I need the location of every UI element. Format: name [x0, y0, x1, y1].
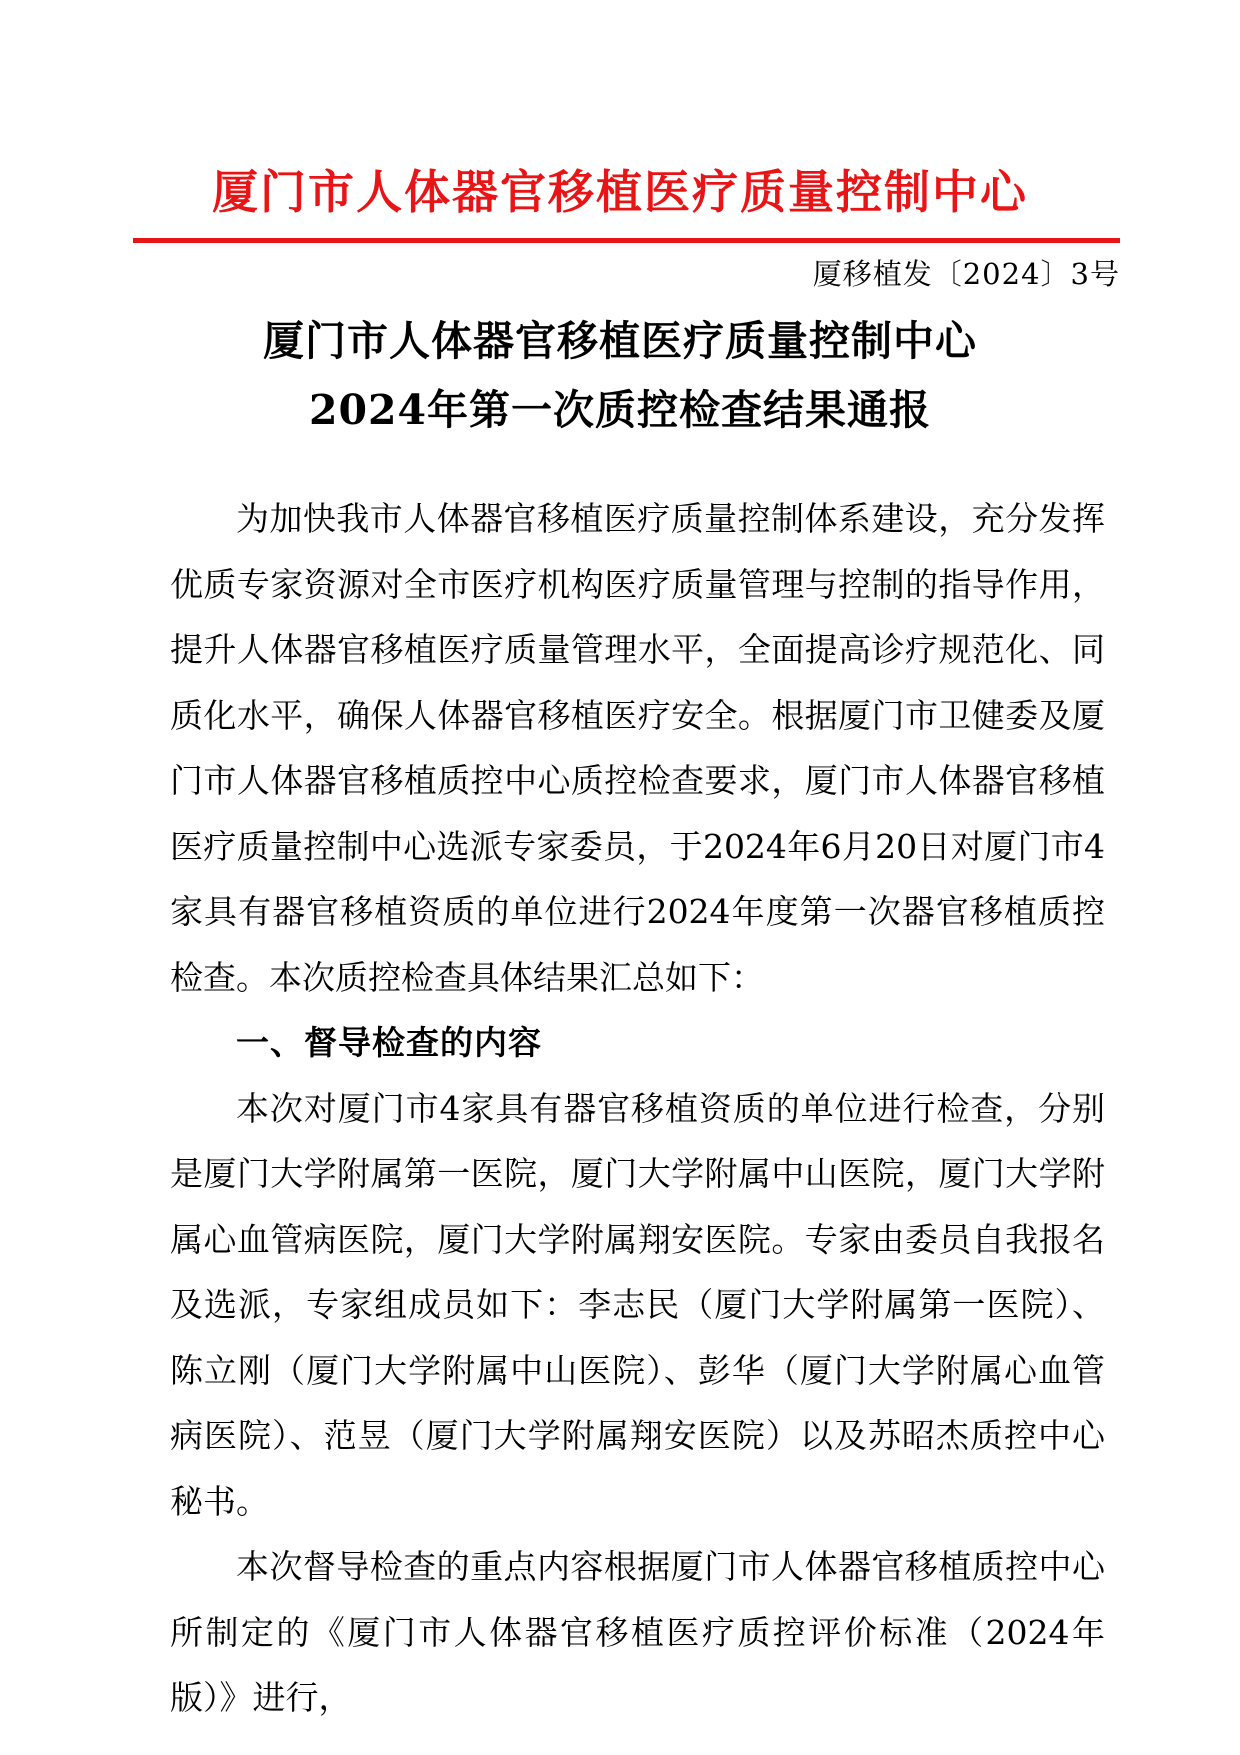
letterhead-title: 厦门市人体器官移植医疗质量控制中心	[212, 165, 1028, 219]
letterhead-divider	[133, 238, 1120, 243]
document-title-line1: 厦门市人体器官移植医疗质量控制中心	[263, 317, 977, 365]
body-paragraph-1: 为加快我市人体器官移植医疗质量控制体系建设，充分发挥优质专家资源对全市医疗机构医疗质量管理与控制的指导作用，提升人体器官移植医疗质量管理水平，全面提高诊疗规范化、同质化水平，确保人体器官移植医疗安全。根据厦门市卫健委及厦门市人体器官移植质控中心质控检查要求，厦门市人体器官移植医疗质量控制中心选派专家委员，于2024年6月20日对厦门市4家具有器官移植资质的单位进行2024年度第一次器官移植质控检查。本次质控检查具体结果汇总如下：	[170, 499, 1105, 997]
document-title-line2: 2024年第一次质控检查结果通报	[308, 386, 932, 434]
body-paragraph-3: 本次督导检查的重点内容根据厦门市人体器官移植质控中心所制定的《厦门市人体器官移植医疗质控评价标准（2024年版）》进行，	[170, 1547, 1105, 1717]
document-number: 厦移植发〔2024〕3号	[812, 257, 1120, 291]
body-paragraph-2: 本次对厦门市4家具有器官移植资质的单位进行检查，分别是厦门大学附属第一医院，厦门大学附属中山医院，厦门大学附属心血管病医院，厦门大学附属翔安医院。专家由委员自我报名及选派，专家组成员如下：李志民（厦门大学附属第一医院）、陈立刚（厦门大学附属中山医院）、彭华（厦门大学附属心血管病医院）、范昱（厦门大学附属翔安医院）以及苏昭杰质控中心秘书。	[170, 1088, 1105, 1521]
document-body	[170, 486, 1105, 1731]
section-heading-1: 一、督导检查的内容	[236, 1023, 542, 1062]
